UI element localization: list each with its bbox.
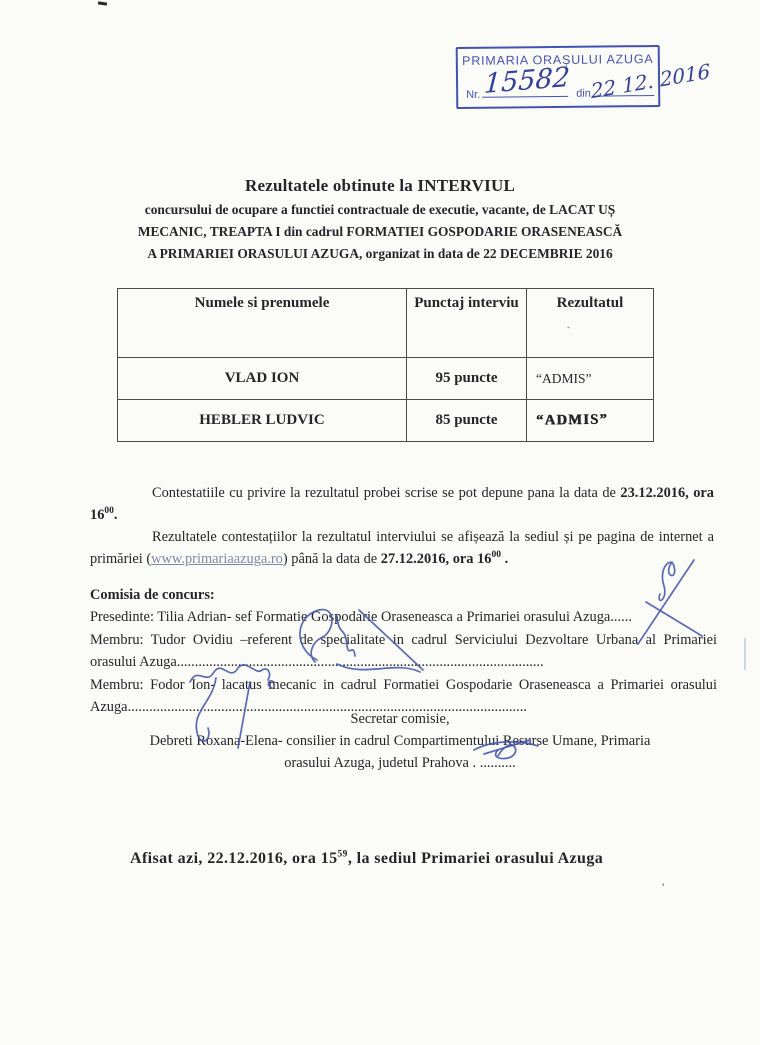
commission-member2-line: Membru: Fodor Ion- lacatus mecanic in cadrul Formatiei Gospodarie Oraseneasca a Primariei orasului Azuga...............................................................................................................	[90, 676, 717, 716]
table-header-row	[118, 289, 654, 358]
stray-ink-tick: `	[565, 325, 576, 337]
posting-notice: Afisat azi, 22.12.2016, ora $15^{59}$, la sediul Primariei orasului Azuga	[130, 849, 604, 867]
table-row	[118, 400, 654, 442]
table-row	[118, 358, 654, 400]
commission-president-line: Presedinte: Tilia Adrian- sef Formatie Gospodarie Oraseneasca a Primariei orasului Azuga......	[90, 609, 632, 626]
website-link: www.primariaazuga.ro	[151, 551, 283, 567]
stamp-nr-label: Nr.	[466, 88, 481, 101]
candidate-score: 95 puncte	[407, 358, 527, 400]
subtitle-line-1: concursului de ocupare a functiei contractuale de executie, vacante, de LACAT UȘ	[144, 202, 616, 217]
document-subtitle	[58, 199, 702, 264]
secretary-line-1: Debreti Roxana-Elena- consilier in cadrul Compartimentului Resurse Umane, Primaria	[149, 733, 651, 749]
candidate-name: HEBLER LUDVIC	[118, 400, 407, 442]
scan-ink-streak	[744, 638, 746, 670]
secretary-heading: Secretar comisie,	[350, 711, 450, 727]
candidate-name: VLAD ION	[118, 358, 407, 400]
scan-speck: '	[662, 880, 665, 894]
candidate-score: 85 puncte	[407, 400, 527, 442]
subtitle-line-2: MECANIC, TREAPTA I din cadrul FORMATIEI GOSPODARIE ORASENEASCĂ	[137, 223, 623, 239]
stamp-din-label: din	[576, 87, 591, 100]
results-table	[117, 288, 654, 442]
contestation-paragraphs	[90, 482, 714, 570]
stamp-handwritten-number: 15582	[483, 61, 571, 100]
commission-section	[90, 584, 717, 718]
hand-traced-result: “ADMIS”	[535, 411, 609, 429]
contestation-paragraph-1: Contestatiile cu privire la rezultatul probei scrise se pot depune pana la data de 23.12.2016, ora $16^{00}$.	[90, 485, 714, 523]
stamp-organization: PRIMARIA ORAȘULUI AZUGA	[462, 51, 654, 69]
commission-member1-line: Membru: Tudor Ovidiu –referent de specialitate in cadrul Serviciului Dezvoltare Urbana al Primariei orasului Azuga......................................................................................................	[90, 631, 717, 671]
header-result: Rezultatul `	[527, 289, 654, 358]
candidate-result	[527, 400, 654, 442]
header-name: Numele si prenumele	[118, 289, 407, 358]
candidate-result: “ADMIS”	[527, 358, 654, 400]
secretary-section	[60, 708, 740, 774]
registration-stamp	[456, 45, 711, 109]
stamp-handwritten-date: 22 12. 2016	[590, 58, 711, 104]
subtitle-line-3: A PRIMARIEI ORASULUI AZUGA, organizat in data de 22 DECEMBRIE 2016	[147, 245, 613, 261]
deadline-date-1: 23.12.2016, ora 16	[90, 485, 714, 523]
commission-heading: Comisia de concurs:	[90, 587, 215, 603]
document-title: Rezultatele obtinute la INTERVIUL	[245, 176, 515, 195]
contestation-paragraph-2: Rezultatele contestațiilor la rezultatul interviului se afișează la sediul și pe pagina de internet a primăriei (www.primariaazuga.ro) până la data de 27.12.2016, ora $16^{00}$ .	[90, 529, 714, 567]
deadline-date-2: 27.12.2016, ora 16	[380, 551, 492, 567]
secretary-line-2: orasului Azuga, judetul Prahova . ..........	[284, 755, 516, 771]
scan-speck	[98, 1, 107, 5]
header-score: Punctaj interviu	[407, 289, 527, 358]
